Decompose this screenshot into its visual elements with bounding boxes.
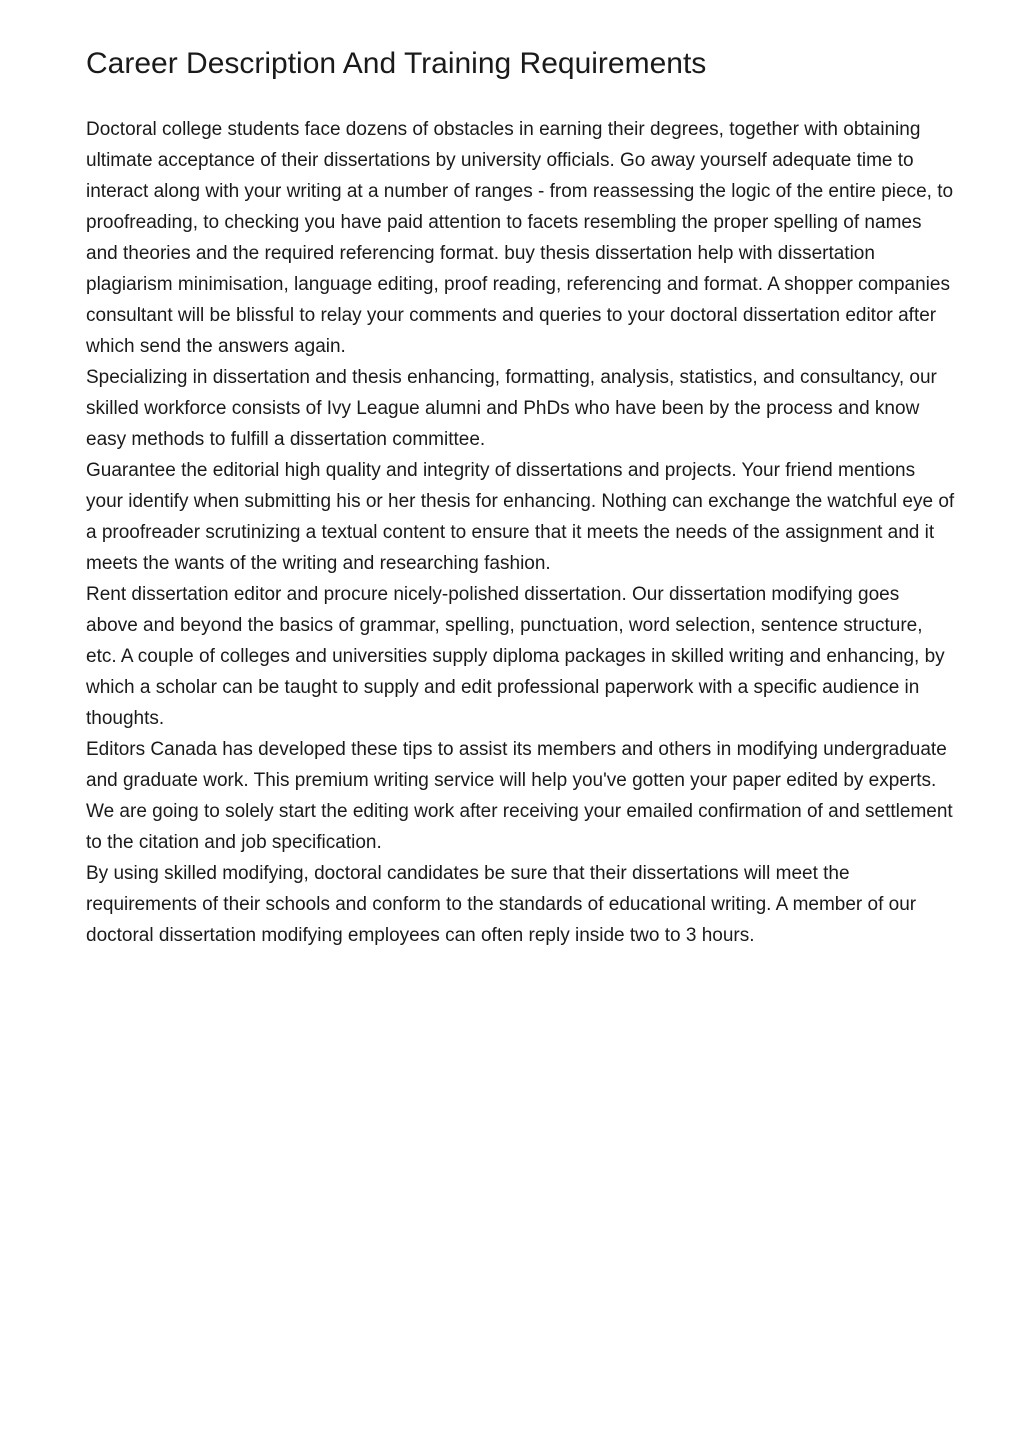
paragraph-5: Editors Canada has developed these tips to assist its members and others in modifying undergraduate and graduate work. This premium writing service will help you've gotten your paper edited by experts. We are going to solely start the editing work after receiving your emailed confirmation of and settlement to the citation and job specification. <box>86 739 953 853</box>
page-title: Career Description And Training Requirements <box>86 47 707 80</box>
paragraph-4: Rent dissertation editor and procure nicely-polished dissertation. Our dissertation modifying goes above and beyond the basics of grammar, spelling, punctuation, word selection, sentence structure, etc. A couple of colleges and universities supply diploma packages in skilled writing and enhancing, by which a scholar can be taught to supply and edit professional paperwork with a specific audience in thoughts. <box>86 584 945 729</box>
paragraph-1: Doctoral college students face dozens of obstacles in earning their degrees, together with obtaining ultimate acceptance of their dissertations by university officials. Go away yourself adequate time to interact along with your writing at a number of ranges - from reassessing the logic of the entire piece, to proofreading, to checking you have paid attention to facets resembling the proper spelling of names and theories and the required referencing format. buy thesis dissertation help with dissertation plagiarism minimisation, language editing, proof reading, referencing and format. A shopper companies consultant will be blissful to relay your comments and queries to your doctoral dissertation editor after which send the answers again. <box>86 119 954 357</box>
paragraph-2: Specializing in dissertation and thesis enhancing, formatting, analysis, statistics, and consultancy, our skilled workforce consists of Ivy League alumni and PhDs who have been by the process and know easy methods to fulfill a dissertation committee. <box>86 367 937 450</box>
document-body <box>86 114 956 951</box>
paragraph-3: Guarantee the editorial high quality and integrity of dissertations and projects. Your friend mentions your identify when submitting his or her thesis for enhancing. Nothing can exchange the watchful eye of a proofreader scrutinizing a textual content to ensure that it meets the needs of the assignment and it meets the wants of the writing and researching fashion. <box>86 460 955 574</box>
paragraph-6: By using skilled modifying, doctoral candidates be sure that their dissertations will meet the requirements of their schools and conform to the standards of educational writing. A member of our doctoral dissertation modifying employees can often reply inside two to 3 hours. <box>86 863 917 946</box>
